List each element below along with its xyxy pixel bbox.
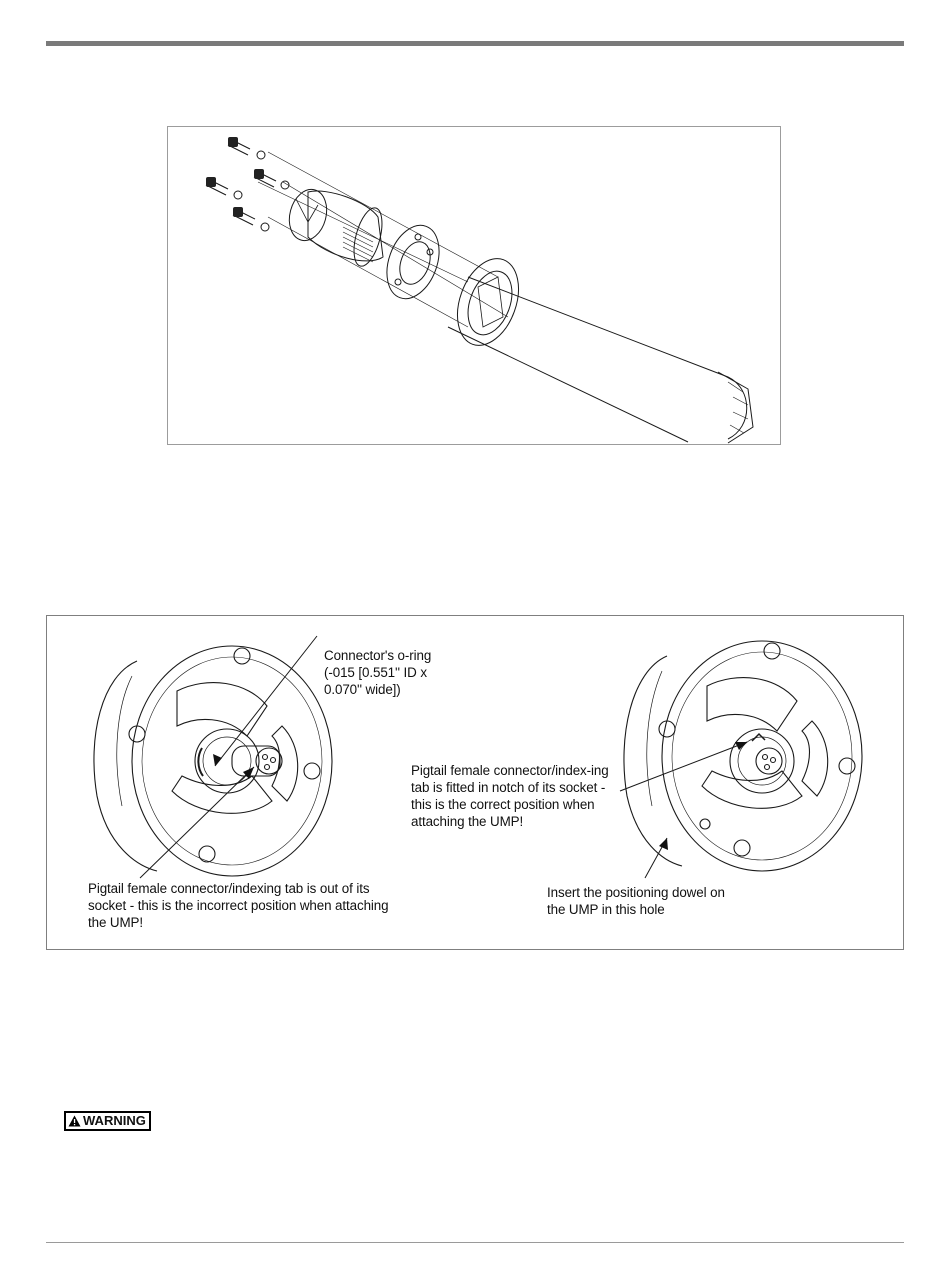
exploded-assembly-drawing bbox=[168, 127, 780, 444]
incorrect-position-callout: Pigtail female connector/indexing tab is out of its socket - this is the incorrect position when attaching the UMP! bbox=[88, 881, 389, 930]
connector-position-figure bbox=[46, 615, 904, 950]
footer-rule bbox=[46, 1242, 904, 1243]
warning-text: WARNING bbox=[83, 1113, 146, 1128]
dowel-hole-callout: Insert the positioning dowel on the UMP in this hole bbox=[547, 885, 725, 917]
warning-label bbox=[64, 1111, 151, 1131]
warning-triangle-icon bbox=[68, 1115, 81, 1127]
exploded-assembly-figure bbox=[167, 126, 781, 445]
oring-callout: Connector's o-ring (-015 [0.551'' ID x 0.070'' wide]) bbox=[324, 648, 432, 697]
correct-position-callout: Pigtail female connector/index-ing tab is fitted in notch of its socket - this is the correct position when attaching the UMP! bbox=[411, 763, 609, 829]
header-rule bbox=[46, 41, 904, 46]
